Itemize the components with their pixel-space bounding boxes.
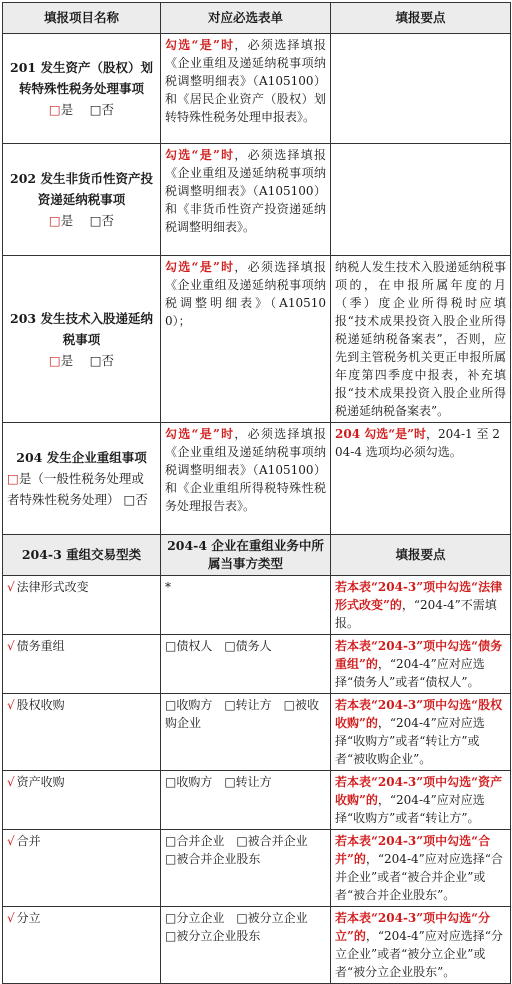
kind-name: 股权收购 bbox=[16, 698, 65, 712]
kind-cell bbox=[3, 694, 161, 771]
yes-label: 是 bbox=[60, 213, 74, 228]
item-cell bbox=[3, 144, 161, 256]
item-options bbox=[7, 99, 156, 120]
header-row-2 bbox=[3, 535, 511, 576]
header-key-points: 填报要点 bbox=[331, 3, 511, 34]
required-forms-cell bbox=[161, 423, 331, 535]
header-item-name: 填报项目名称 bbox=[3, 3, 161, 34]
parties-cell[interactable]: □收购方 □转让方 □被收购企业 bbox=[161, 694, 331, 771]
condition-text: 勾选“是”时 bbox=[165, 260, 235, 274]
kind-name: 资产收购 bbox=[16, 775, 65, 789]
table-row-203 bbox=[3, 256, 511, 423]
check-icon: √ bbox=[7, 911, 15, 925]
yes-label: 是 bbox=[60, 352, 74, 368]
note-text: ，204-1 至 204-4 选项均必须勾选。 bbox=[335, 427, 500, 459]
kind-cell bbox=[3, 576, 161, 635]
kind-name: 法律形式改变 bbox=[16, 580, 89, 594]
yes-label: 是 bbox=[60, 102, 74, 117]
checkbox-yes[interactable]: □ bbox=[48, 352, 61, 368]
item-options bbox=[7, 350, 156, 371]
item-title: 203 发生技术入股递延纳税事项 bbox=[10, 310, 153, 347]
kind-note-cell bbox=[331, 576, 511, 635]
no-label: 否 bbox=[135, 492, 148, 507]
note-text: ，“204-4”应对应选择“债务人”或者“债权人”。 bbox=[335, 657, 485, 689]
kind-note-cell bbox=[331, 635, 511, 694]
kind-cell bbox=[3, 907, 161, 984]
item-title: 204 发生企业重组事项 bbox=[16, 450, 147, 465]
kind-note-cell bbox=[331, 830, 511, 907]
header-party-type: 204-4 企业在重组业务中所属当事方类型 bbox=[161, 535, 331, 576]
note-condition: 若本表“204-3”项中勾选“股权收购”的 bbox=[335, 698, 503, 730]
note-condition: 若本表“204-3”项中勾选“合并”的 bbox=[335, 834, 491, 866]
parties-cell[interactable]: □分立企业 □被分立企业 □被分立企业股东 bbox=[161, 907, 331, 984]
checkbox-yes[interactable]: □ bbox=[48, 213, 61, 228]
table-row-equity-acquisition bbox=[3, 694, 511, 771]
note-condition: 204 勾选“是”时 bbox=[335, 427, 427, 441]
table-row-division bbox=[3, 907, 511, 984]
check-icon: √ bbox=[7, 639, 15, 653]
note-condition: 若本表“204-3”项中勾选“债务重组”的 bbox=[335, 639, 503, 671]
table-row-merger bbox=[3, 830, 511, 907]
item-options bbox=[7, 210, 156, 231]
header-transaction-type: 204-3 重组交易型类 bbox=[3, 535, 161, 576]
forms-text: ，必须选择填报《企业重组及递延纳税事项纳税调整明细表》（A105100）； bbox=[165, 260, 326, 328]
parties-cell[interactable]: □收购方 □转让方 bbox=[161, 771, 331, 830]
kind-cell bbox=[3, 635, 161, 694]
kind-note-cell bbox=[331, 771, 511, 830]
table-row-legal-form bbox=[3, 576, 511, 635]
tax-form-table bbox=[2, 2, 511, 984]
note-condition: 若本表“204-3”项中勾选“资产收购”的 bbox=[335, 775, 503, 807]
check-icon: √ bbox=[7, 698, 15, 712]
forms-text: ，必须选择填报《企业重组及递延纳税事项纳税调整明细表》（A105100）和《居民企业资产（股权）划转特殊性税务处理申报表》。 bbox=[165, 38, 326, 124]
table-row-204 bbox=[3, 423, 511, 535]
check-icon: √ bbox=[7, 834, 15, 848]
table-row-202 bbox=[3, 144, 511, 256]
key-points-cell bbox=[331, 423, 511, 535]
table-row-201 bbox=[3, 34, 511, 144]
kind-note-cell bbox=[331, 907, 511, 984]
item-title: 201 发生资产（股权）划转特殊性税务处理事项 bbox=[10, 60, 153, 96]
no-label: 否 bbox=[101, 213, 115, 228]
key-points-cell: 纳税人发生技术入股递延纳税事项的，在申报所属年度的月（季）度企业所得税时应填报“技术成果投资入股企业所得税递延纳税备案表”，否则，应先到主管税务机关更正申报所属年度第四季度中报表，补充填报“技术成果投资入股企业所得税递延纳税备案表”。 bbox=[331, 256, 511, 423]
note-condition: 若本表“204-3”项中勾选“分立”的 bbox=[335, 911, 491, 943]
item-cell bbox=[3, 423, 161, 535]
no-label: 否 bbox=[101, 102, 115, 117]
note-condition: 若本表“204-3”项中勾选“法律形式改变”的 bbox=[335, 580, 503, 612]
note-text: ，“204-4”应对应选择“分立企业”或者“被分立企业”或者“被分立企业股东”。 bbox=[335, 929, 503, 979]
required-forms-cell bbox=[161, 144, 331, 256]
checkbox-no[interactable]: □ bbox=[89, 213, 102, 228]
kind-cell bbox=[3, 771, 161, 830]
header-key-points-2: 填报要点 bbox=[331, 535, 511, 576]
checkbox-yes[interactable]: □ bbox=[7, 471, 19, 486]
item-cell bbox=[3, 34, 161, 144]
yes-label: 是 bbox=[18, 471, 32, 486]
note-text: ，“204-4”不需填报。 bbox=[335, 598, 497, 630]
kind-note-cell bbox=[331, 694, 511, 771]
condition-text: 勾选“是”时 bbox=[165, 148, 235, 162]
parties-cell[interactable]: □合并企业 □被合并企业 □被合并企业股东 bbox=[161, 830, 331, 907]
yes-note: （一般性税务处理或者特殊性税务处理） bbox=[7, 471, 144, 507]
condition-text: 勾选“是”时 bbox=[165, 427, 235, 441]
note-text: ，“204-4”应对应选择“收购方”或者“转让方”。 bbox=[335, 793, 485, 825]
item-cell bbox=[3, 256, 161, 423]
checkbox-no[interactable]: □ bbox=[89, 352, 102, 368]
key-points-cell bbox=[331, 34, 511, 144]
item-title: 202 发生非货币性资产投资递延纳税事项 bbox=[10, 171, 153, 207]
header-required-forms: 对应必选表单 bbox=[161, 3, 331, 34]
kind-name: 合并 bbox=[16, 834, 41, 848]
header-row bbox=[3, 3, 511, 34]
item-options bbox=[7, 468, 156, 510]
kind-name: 分立 bbox=[16, 911, 41, 925]
checkbox-no[interactable]: □ bbox=[123, 492, 136, 507]
check-icon: √ bbox=[7, 580, 15, 594]
checkbox-yes[interactable]: □ bbox=[48, 102, 61, 117]
key-points-cell bbox=[331, 144, 511, 256]
forms-text: ，必须选择填报《企业重组及递延纳税事项纳税调整明细表》（A105100）和《非货币性资产投资递延纳税调整明细表》。 bbox=[165, 148, 326, 234]
table-row-debt-restructuring bbox=[3, 635, 511, 694]
parties-cell[interactable]: □债权人 □债务人 bbox=[161, 635, 331, 694]
checkbox-no[interactable]: □ bbox=[89, 102, 102, 117]
check-icon: √ bbox=[7, 775, 15, 789]
table-row-asset-acquisition bbox=[3, 771, 511, 830]
kind-name: 债务重组 bbox=[16, 639, 65, 653]
parties-cell: * bbox=[161, 576, 331, 635]
note-text: ，“204-4”应对应选择“收购方”或者“转让方”或者“被收购企业”。 bbox=[335, 716, 485, 766]
condition-text: 勾选“是”时 bbox=[165, 38, 235, 52]
note-text: ，“204-4”应对应选择“合并企业”或者“被合并企业”或者“被合并企业股东”。 bbox=[335, 852, 503, 902]
kind-cell bbox=[3, 830, 161, 907]
no-label: 否 bbox=[101, 352, 115, 368]
forms-text: ，必须选择填报《企业重组及递延纳税事项纳税调整明细表》（A105100）和《企业重组所得税特殊性税务处理报告表》。 bbox=[165, 427, 326, 513]
required-forms-cell bbox=[161, 256, 331, 423]
required-forms-cell bbox=[161, 34, 331, 144]
